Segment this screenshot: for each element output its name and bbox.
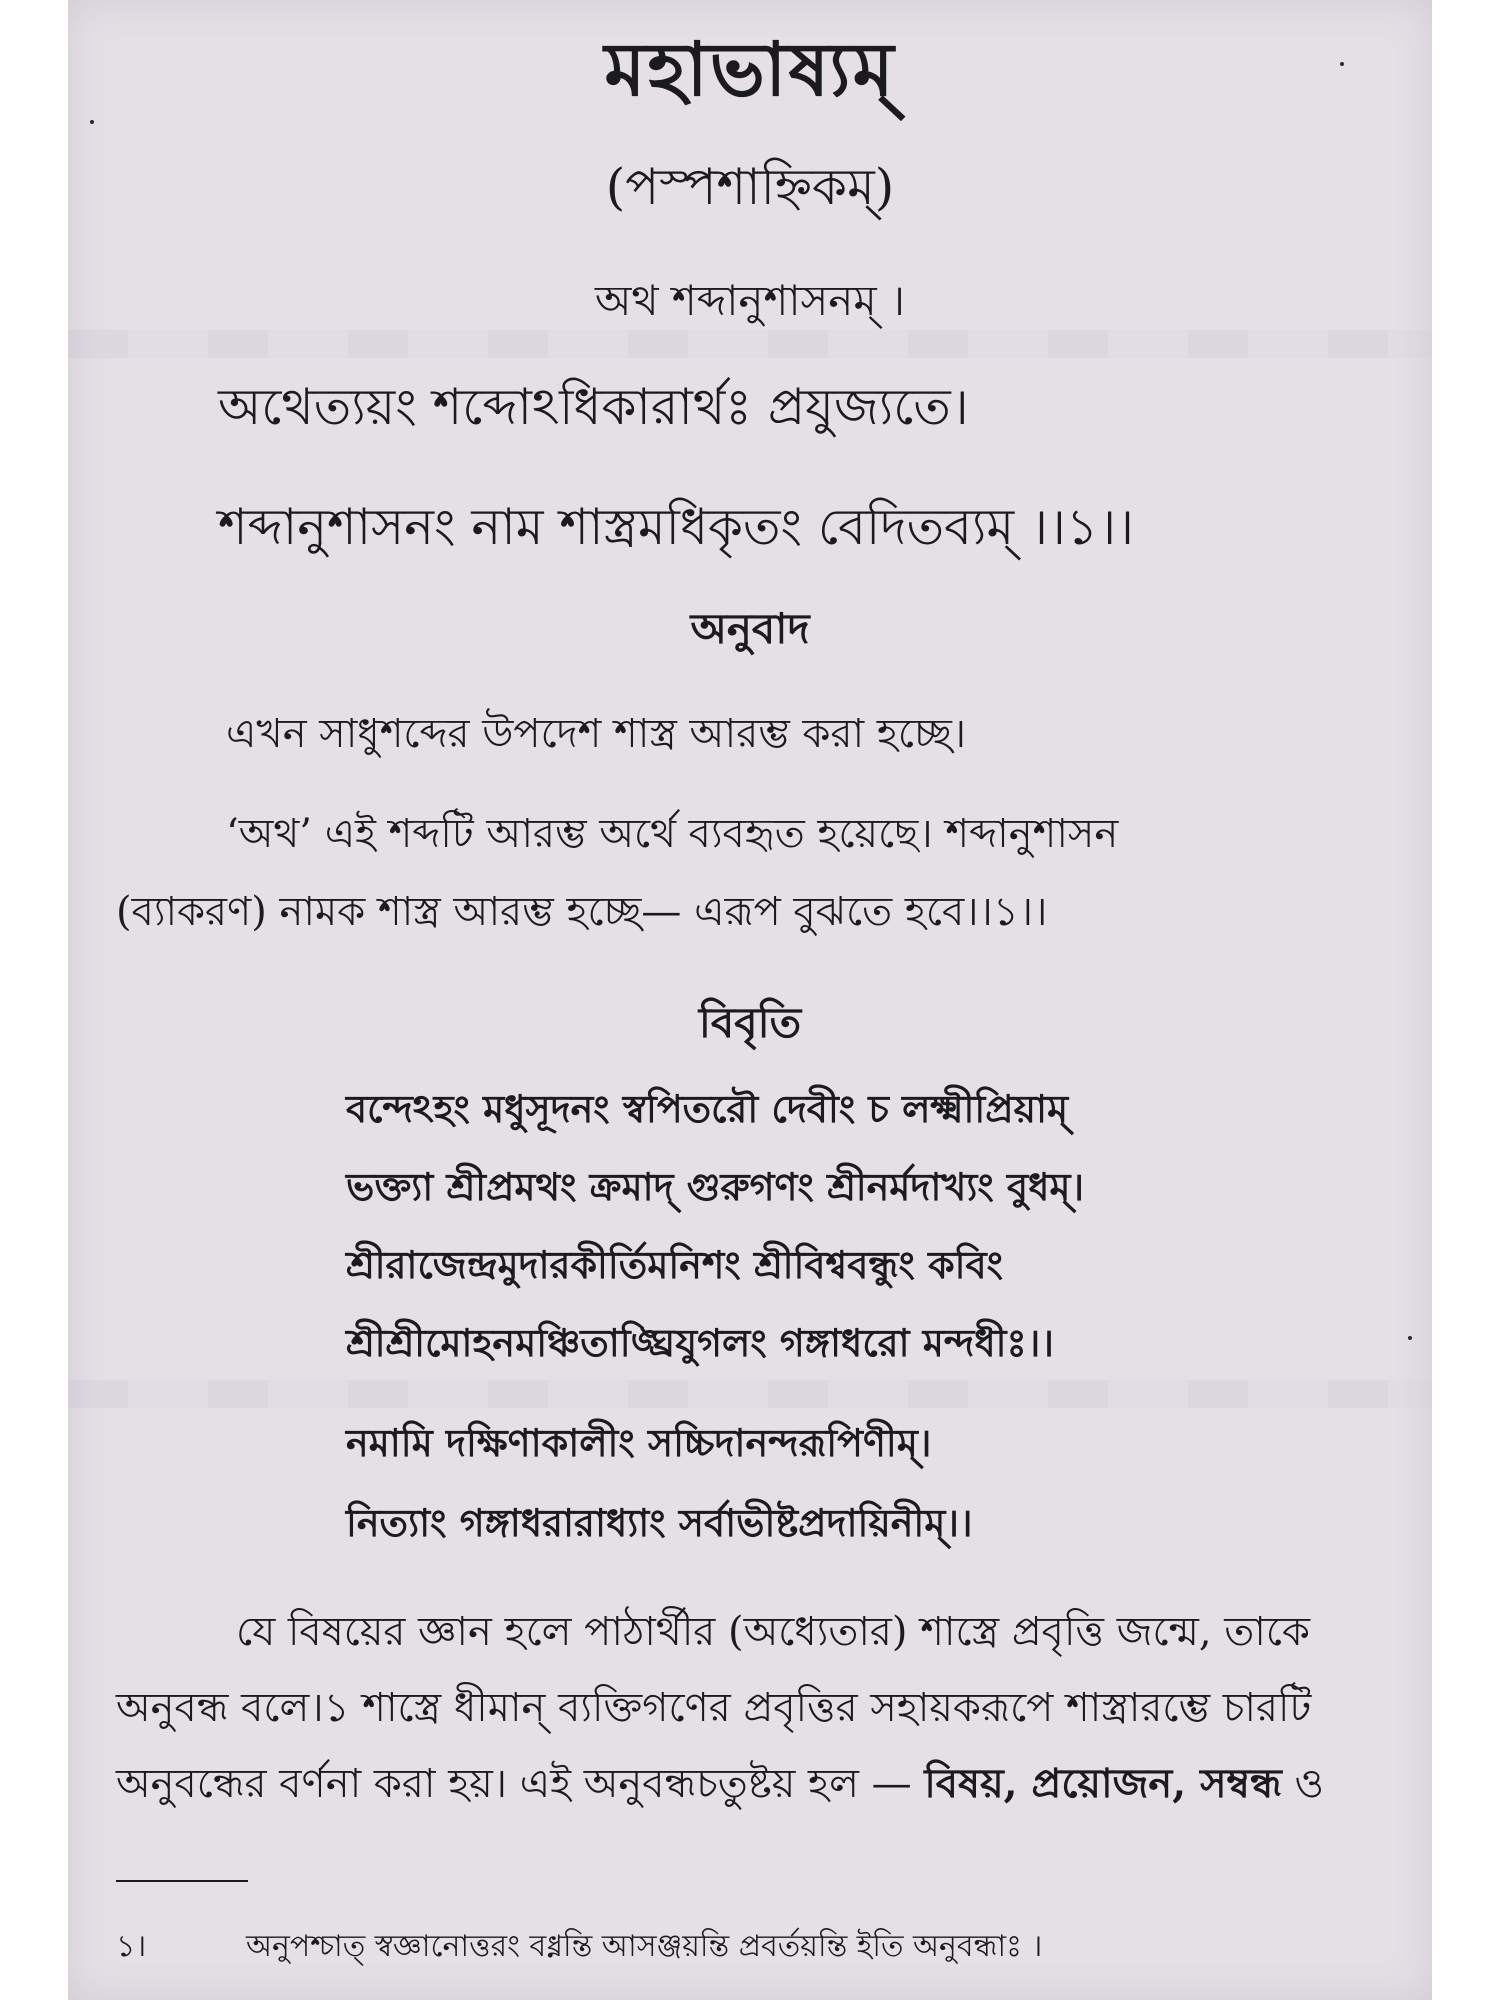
book-page [68,0,1432,2000]
verse-line-2: ভক্ত্যা শ্রীপ্রমথং ক্রমাদ্ গুরুগণং শ্রীনর্মদাখ্যং বুধম্। [346,1164,1085,1209]
page-title: মহাভাষ্যম্ [604,27,896,113]
ink-speck [1408,1336,1412,1340]
commentary-heading: বিবৃতি [698,998,802,1047]
ink-speck [90,120,94,124]
bhashya-line-1: অথেত্যয়ং শব্দোঽধিকারার্থঃ প্রযুজ্যতে। [218,378,969,436]
translation-line-1: এখন সাধুশব্দের উপদেশ শাস্ত্র আরম্ভ করা হচ্ছে। [226,711,967,757]
translation-heading: অনুবাদ [690,604,810,653]
show-through-texture [68,1380,1432,1408]
footnote-text: অনুপশ্চাত্ স্বজ্ঞানোত্তরং বধ্নন্তি আসঞ্জয়ন্তি প্রবর্তয়ন্তি ইতি অনুবন্ধাঃ । [246,1929,1043,1964]
verse-line-4: শ্রীশ্রীমোহনমঞ্চিতাঙ্ঘ্রিযুগলং গঙ্গাধরো মন্দধীঃ।। [346,1320,1054,1365]
bhashya-line-2: শব্দানুশাসনং নাম শাস্ত্রমধিকৃতং বেদিতব্যম্ ।।১।। [218,498,1135,556]
verse-line-1: বন্দেঽহং মধুসূদনং স্বপিতরৌ দেবীং চ লক্ষ্মীপ্রিয়াম্ [346,1086,1069,1131]
verse-line-3: শ্রীরাজেন্দ্রমুদারকীর্তিমনিশং শ্রীবিশ্ববন্ধুং কবিং [346,1242,1004,1287]
translation-line-3: (ব্যাকরণ) নামক শাস্ত্র আরম্ভ হচ্ছে— এরূপ বুঝতে হবে।।১।। [116,889,1048,935]
sutra-line: অথ শব্দানুশাসনম্ । [594,276,906,325]
body-line-3 [116,1752,1324,1819]
body-line-3-end: ও [1294,1761,1324,1807]
translation-line-2: ‘অথ’ এই শব্দটি আরম্ভ অর্থে ব্যবহৃত হয়েছে। শব্দানুশাসন [226,811,1119,857]
body-line-1: যে বিষয়ের জ্ঞান হলে পাঠার্থীর (অধ্যেতার) শাস্ত্রে প্রবৃত্তি জন্মে, তাকে [236,1609,1310,1655]
verse-line-6: নিত্যাং গঙ্গাধরারাধ্যাং সর্বাভীষ্টপ্রদায়িনীম্।। [346,1500,973,1545]
body-line-2: অনুবন্ধ বলে।১ শাস্ত্রে ধীমান্ ব্যক্তিগণের প্রবৃত্তির সহায়করূপে শাস্ত্রারম্ভে চারটি [116,1685,1312,1731]
page-subtitle: (পস্পশাহ্নিকম্) [605,158,895,216]
ink-speck [1340,62,1344,66]
body-line-3-text: অনুবন্ধের বর্ণনা করা হয়। এই অনুবন্ধচতুষ্টয় হল — [116,1761,912,1807]
footnote-divider [116,1880,248,1882]
verse-line-5: নমামি দক্ষিণাকালীং সচ্চিদানন্দরূপিণীম্। [346,1420,932,1465]
body-line-3-emphasis: বিষয়, প্রয়োজন, সম্বন্ধ [924,1760,1282,1807]
footnote-number: ১। [116,1929,147,1964]
